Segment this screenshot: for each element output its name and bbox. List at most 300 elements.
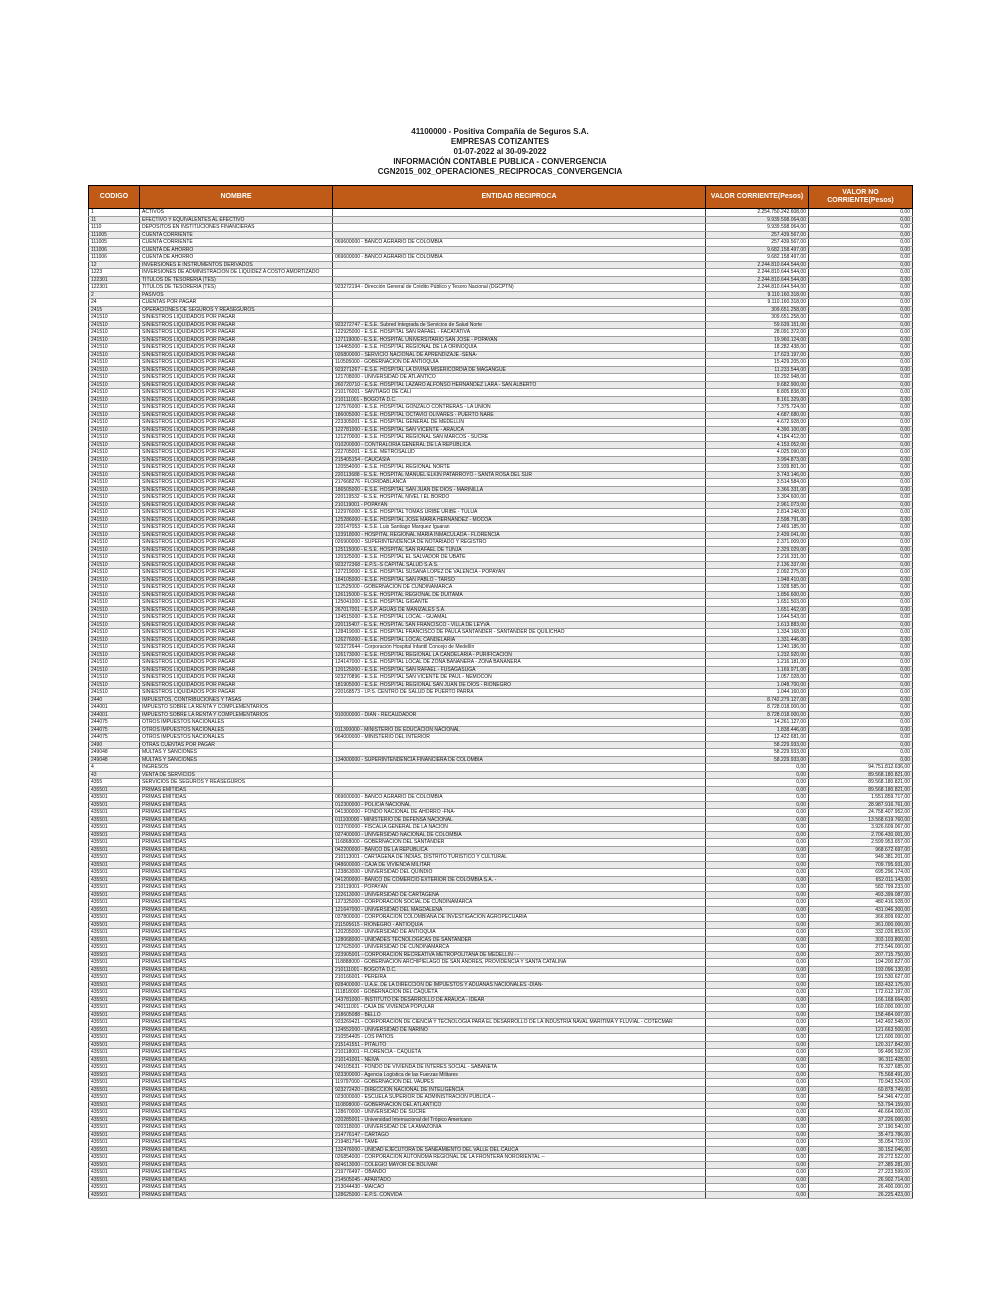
cell-valor-no-corriente: 53.794.159,00 (809, 1101, 913, 1109)
table-row (89, 996, 913, 1004)
cell-valor-corriente: 3.743.146,00 (706, 471, 809, 479)
cell-valor-no-corriente: 0,00 (809, 374, 913, 382)
cell-codigo: 435501 (89, 959, 140, 967)
cell-valor-corriente: 9.110.160.318,00 (706, 299, 809, 307)
cell-valor-no-corriente: 0,00 (809, 749, 913, 757)
cell-valor-corriente: 18.282.438,00 (706, 344, 809, 352)
table-row (89, 419, 913, 427)
cell-codigo: 435501 (89, 1056, 140, 1064)
cell-valor-corriente: 0,00 (706, 764, 809, 772)
cell-nombre: PRIMAS EMITIDAS (140, 801, 333, 809)
cell-entidad-reciproca: 128625000 - E.P.S. CONVIDA (333, 1191, 706, 1199)
table-row (89, 539, 913, 547)
table-row (89, 359, 913, 367)
cell-nombre: SINIESTROS LIQUIDADOS POR PAGAR (140, 539, 333, 547)
cell-valor-no-corriente: 75.568.491,00 (809, 1071, 913, 1079)
cell-nombre: PRIMAS EMITIDAS (140, 831, 333, 839)
cell-entidad-reciproca: 121270000 - E.S.E. HOSPITAL REGIONAL SAN MARCOS - SUCRE (333, 434, 706, 442)
cell-entidad-reciproca: 122613000 - UNIVERSIDAD DE CARTAGENA (333, 891, 706, 899)
cell-valor-corriente: 28.091.372,00 (706, 329, 809, 337)
cell-nombre: PRIMAS EMITIDAS (140, 809, 333, 817)
cell-valor-corriente: 2.136.337,00 (706, 561, 809, 569)
cell-valor-no-corriente: 0,00 (809, 696, 913, 704)
table-row (89, 854, 913, 862)
cell-nombre: INVERSIONES E INSTRUMENTOS DERIVADOS (140, 261, 333, 269)
cell-valor-no-corriente: 0,00 (809, 411, 913, 419)
cell-codigo: 241510 (89, 681, 140, 689)
cell-codigo: 244075 (89, 734, 140, 742)
cell-entidad-reciproca: 260720710 - E.S.E. HOSPITAL LAZARO ALFONSO HERNANDEZ LARA - SAN ALBERTO (333, 381, 706, 389)
cell-valor-corriente: 0,00 (706, 1049, 809, 1057)
cell-valor-no-corriente: 29.272.522,00 (809, 1154, 913, 1162)
cell-valor-no-corriente: 709.795.931,00 (809, 861, 913, 869)
cell-nombre: SINIESTROS LIQUIDADOS POR PAGAR (140, 456, 333, 464)
cell-nombre: OPERACIONES DE SEGUROS Y REASEGUROS (140, 306, 333, 314)
cell-entidad-reciproca: 069600000 - BANCO AGRARIO DE COLOMBIA (333, 254, 706, 262)
table-row (89, 786, 913, 794)
cell-nombre: PRIMAS EMITIDAS (140, 1191, 333, 1199)
cell-valor-no-corriente: 27.223.599,00 (809, 1169, 913, 1177)
cell-nombre: PRIMAS EMITIDAS (140, 1034, 333, 1042)
table-row (89, 869, 913, 877)
table-row (89, 1139, 913, 1147)
table-row (89, 576, 913, 584)
cell-nombre: SINIESTROS LIQUIDADOS POR PAGAR (140, 396, 333, 404)
cell-codigo: 241510 (89, 614, 140, 622)
cell-valor-no-corriente: 0,00 (809, 674, 913, 682)
table-row (89, 644, 913, 652)
cell-nombre: SINIESTROS LIQUIDADOS POR PAGAR (140, 351, 333, 359)
cell-valor-no-corriente: 0,00 (809, 704, 913, 712)
table-row (89, 1116, 913, 1124)
cell-valor-corriente: 0,00 (706, 936, 809, 944)
cell-nombre: SINIESTROS LIQUIDADOS POR PAGAR (140, 479, 333, 487)
cell-valor-no-corriente: 0,00 (809, 516, 913, 524)
cell-valor-no-corriente: 94.751.812.636,00 (809, 764, 913, 772)
cell-entidad-reciproca: 128419000 - E.S.E. HOSPITAL FRANCISCO DE PAULA SANTANDER - SANTANDER DE QUILICHAO (333, 629, 706, 637)
table-row (89, 1109, 913, 1117)
cell-valor-no-corriente: 949.381.201,00 (809, 854, 913, 862)
cell-codigo: 435501 (89, 921, 140, 929)
cell-nombre: PRIMAS EMITIDAS (140, 996, 333, 1004)
cell-codigo: 435501 (89, 1101, 140, 1109)
cell-codigo: 241510 (89, 591, 140, 599)
cell-codigo: 4 (89, 764, 140, 772)
table-row (89, 584, 913, 592)
cell-entidad-reciproca: 215141551 - PITALITO (333, 1041, 706, 1049)
cell-entidad-reciproca: 124147000 - E.S.E. HOSPITAL LOCAL DE ZONA BANANERA - ZONA BANANERA (333, 659, 706, 667)
cell-valor-corriente: 0,00 (706, 1086, 809, 1094)
cell-valor-corriente: 0,00 (706, 1146, 809, 1154)
table-header (89, 186, 913, 209)
cell-valor-no-corriente: 0,00 (809, 524, 913, 532)
table-row (89, 1146, 913, 1154)
table-row (89, 479, 913, 487)
table-row (89, 321, 913, 329)
table-row (89, 831, 913, 839)
cell-valor-no-corriente: 0,00 (809, 734, 913, 742)
cell-entidad-reciproca: 112525000 - GOBERNACIÓN DE CUNDINAMARCA (333, 584, 706, 592)
cell-valor-corriente: 0,00 (706, 1169, 809, 1177)
cell-codigo: 241510 (89, 434, 140, 442)
cell-entidad-reciproca: 042200000 - BANCO DE LA REPÚBLICA (333, 846, 706, 854)
cell-valor-corriente: 0,00 (706, 1131, 809, 1139)
table-row (89, 1049, 913, 1057)
cell-entidad-reciproca: 240111001 - CAJA DE VIVIENDA POPULAR (333, 1004, 706, 1012)
cell-codigo: 12 (89, 261, 140, 269)
cell-valor-no-corriente: 0,00 (809, 741, 913, 749)
cell-entidad-reciproca: 121647000 - UNIVERSIDAD DEL MAGDALENA (333, 906, 706, 914)
table-row (89, 606, 913, 614)
cell-entidad-reciproca: 023300000 - Agencia Logística de las Fuerzas Militares (333, 1071, 706, 1079)
table-row (89, 441, 913, 449)
cell-valor-corriente: 3.514.584,00 (706, 479, 809, 487)
cell-valor-no-corriente: 191.530.627,00 (809, 974, 913, 982)
cell-valor-no-corriente: 24.758.407.952,00 (809, 809, 913, 817)
table-row (89, 734, 913, 742)
cell-codigo: 2440 (89, 696, 140, 704)
cell-valor-corriente: 0,00 (706, 809, 809, 817)
cell-valor-corriente: 0,00 (706, 824, 809, 832)
cell-valor-corriente: 0,00 (706, 1071, 809, 1079)
cell-valor-no-corriente: 193.096.130,00 (809, 966, 913, 974)
cell-codigo: 241510 (89, 689, 140, 697)
cell-nombre: OTROS IMPUESTOS NACIONALES (140, 734, 333, 742)
table-row (89, 396, 913, 404)
cell-nombre: PRIMAS EMITIDAS (140, 1026, 333, 1034)
cell-entidad-reciproca: 220168573 - I.P.S. CENTRO DE SALUD DE PUERTO PARRA (333, 689, 706, 697)
cell-nombre: PRIMAS EMITIDAS (140, 1011, 333, 1019)
cell-codigo: 241510 (89, 404, 140, 412)
cell-nombre: SINIESTROS LIQUIDADOS POR PAGAR (140, 576, 333, 584)
cell-entidad-reciproca: 123918000 - HOSPITAL REGIONAL MARÍA INMACULADA - FLORENCIA (333, 531, 706, 539)
table-row (89, 764, 913, 772)
cell-valor-no-corriente: 89.568.180.821,00 (809, 771, 913, 779)
cell-nombre: PRIMAS EMITIDAS (140, 1101, 333, 1109)
cell-valor-corriente: 0,00 (706, 1041, 809, 1049)
cell-entidad-reciproca: 214776147 - CARTAGO (333, 1131, 706, 1139)
cell-entidad-reciproca: 132476000 - UNIDAD EJECUTORA DE SANEAMIENTO DEL VALLE DEL CAUCA (333, 1146, 706, 1154)
cell-valor-no-corriente: 0,00 (809, 359, 913, 367)
table-row (89, 254, 913, 262)
cell-valor-corriente: 19.960.124,00 (706, 336, 809, 344)
cell-valor-corriente: 8.728.018.000,00 (706, 711, 809, 719)
cell-valor-corriente: 1.232.920,00 (706, 651, 809, 659)
cell-valor-corriente: 0,00 (706, 846, 809, 854)
cell-valor-corriente: 2.961.073,00 (706, 501, 809, 509)
cell-nombre: SINIESTROS LIQUIDADOS POR PAGAR (140, 591, 333, 599)
cell-valor-corriente: 0,00 (706, 1161, 809, 1169)
cell-codigo: 244001 (89, 704, 140, 712)
cell-valor-no-corriente: 0,00 (809, 681, 913, 689)
cell-nombre: SINIESTROS LIQUIDADOS POR PAGAR (140, 314, 333, 322)
cell-entidad-reciproca: 219481794 - TAME (333, 1139, 706, 1147)
cell-valor-no-corriente: 37.226.000,00 (809, 1116, 913, 1124)
cell-nombre: SINIESTROS LIQUIDADOS POR PAGAR (140, 546, 333, 554)
cell-valor-corriente: 0,00 (706, 966, 809, 974)
cell-codigo: 435501 (89, 884, 140, 892)
cell-valor-corriente: 1.048.700,00 (706, 681, 809, 689)
cell-valor-no-corriente: 70.943.524,00 (809, 1079, 913, 1087)
cell-codigo: 435501 (89, 1139, 140, 1147)
cell-nombre: SINIESTROS LIQUIDADOS POR PAGAR (140, 531, 333, 539)
cell-valor-corriente: 0,00 (706, 1056, 809, 1064)
cell-codigo: 435501 (89, 1019, 140, 1027)
table-row (89, 921, 913, 929)
cell-valor-corriente: 0,00 (706, 801, 809, 809)
cell-valor-corriente: 0,00 (706, 816, 809, 824)
cell-valor-corriente: 2.244.810.644.544,00 (706, 276, 809, 284)
cell-codigo: 241510 (89, 666, 140, 674)
table-row (89, 216, 913, 224)
cell-codigo: 435501 (89, 1146, 140, 1154)
cell-valor-no-corriente: 142.492.548,00 (809, 1019, 913, 1027)
cell-nombre: PRIMAS EMITIDAS (140, 1086, 333, 1094)
cell-valor-no-corriente: 0,00 (809, 471, 913, 479)
cell-entidad-reciproca (333, 291, 706, 299)
table-row (89, 696, 913, 704)
cell-valor-no-corriente: 96.311.428,00 (809, 1056, 913, 1064)
cell-nombre: IMPUESTO SOBRE LA RENTA Y COMPLEMENTARIOS (140, 711, 333, 719)
cell-nombre: PRIMAS EMITIDAS (140, 1116, 333, 1124)
cell-codigo: 435501 (89, 1124, 140, 1132)
cell-codigo: 241510 (89, 674, 140, 682)
cell-codigo: 241510 (89, 644, 140, 652)
cell-entidad-reciproca: 218605088 - BELLO (333, 1011, 706, 1019)
cell-valor-no-corriente: 0,00 (809, 246, 913, 254)
table-row (89, 884, 913, 892)
cell-nombre: SINIESTROS LIQUIDADOS POR PAGAR (140, 651, 333, 659)
cell-nombre: SINIESTROS LIQUIDADOS POR PAGAR (140, 344, 333, 352)
cell-valor-corriente: 2.329.029,00 (706, 546, 809, 554)
cell-entidad-reciproca: 023000000 - ESCUELA SUPERIOR DE ADMINISTRACIÓN PUBLICA -- (333, 1094, 706, 1102)
cell-nombre: PRIMAS EMITIDAS (140, 854, 333, 862)
table-row (89, 719, 913, 727)
cell-valor-no-corriente: 0,00 (809, 659, 913, 667)
table-row (89, 344, 913, 352)
cell-valor-no-corriente: 0,00 (809, 479, 913, 487)
cell-nombre: MULTAS Y SANCIONES (140, 756, 333, 764)
table-row (89, 1101, 913, 1109)
cell-valor-corriente: 4.184.412,00 (706, 434, 809, 442)
cell-valor-corriente: 2.598.791,00 (706, 516, 809, 524)
table-row (89, 749, 913, 757)
cell-valor-corriente: 9.682.158.497,00 (706, 254, 809, 262)
table-row (89, 704, 913, 712)
cell-codigo: 241510 (89, 539, 140, 547)
cell-valor-no-corriente: 582.799.233,00 (809, 884, 913, 892)
table-row (89, 306, 913, 314)
cell-nombre: PRIMAS EMITIDAS (140, 1094, 333, 1102)
cell-codigo: 435501 (89, 951, 140, 959)
cell-nombre: PRIMAS EMITIDAS (140, 1064, 333, 1072)
report-form-code: CGN2015_002_OPERACIONES_RECIPROCAS_CONVERGENCIA (377, 167, 623, 176)
cell-valor-no-corriente: 121.663.500,00 (809, 1026, 913, 1034)
cell-nombre: PRIMAS EMITIDAS (140, 1109, 333, 1117)
cell-valor-corriente: 0,00 (706, 869, 809, 877)
cell-nombre: PRIMAS EMITIDAS (140, 1049, 333, 1057)
cell-valor-no-corriente: 0,00 (809, 464, 913, 472)
cell-codigo: 111005 (89, 239, 140, 247)
cell-codigo: 435501 (89, 914, 140, 922)
cell-entidad-reciproca: 964000000 - MINISTERIO DEL INTERIOR (333, 734, 706, 742)
cell-nombre: SINIESTROS LIQUIDADOS POR PAGAR (140, 374, 333, 382)
cell-codigo: 1110 (89, 224, 140, 232)
cell-codigo: 435501 (89, 906, 140, 914)
cell-nombre: SINIESTROS LIQUIDADOS POR PAGAR (140, 554, 333, 562)
cell-nombre: SINIESTROS LIQUIDADOS POR PAGAR (140, 674, 333, 682)
table-row (89, 846, 913, 854)
cell-entidad-reciproca (333, 314, 706, 322)
cell-valor-corriente: 1.948.410,00 (706, 576, 809, 584)
table-row (89, 1071, 913, 1079)
cell-nombre: PRIMAS EMITIDAS (140, 966, 333, 974)
cell-nombre: CUENTA DE AHORRO (140, 246, 333, 254)
cell-entidad-reciproca: 222705001 - E.S.E. METROSALUD (333, 449, 706, 457)
cell-codigo: 435501 (89, 786, 140, 794)
cell-valor-corriente: 4.025.090,00 (706, 449, 809, 457)
cell-valor-corriente: 309.651.258,00 (706, 314, 809, 322)
cell-valor-no-corriente: 273.546.000,00 (809, 944, 913, 952)
table-row (89, 794, 913, 802)
cell-codigo: 435501 (89, 1094, 140, 1102)
cell-entidad-reciproca: 026900000 - SUPERINTENDENCIA DE NOTARIADO Y REGISTRO (333, 539, 706, 547)
cell-codigo: 244075 (89, 719, 140, 727)
cell-entidad-reciproca: 186005000 - E.S.E. HOSPITAL OCTAVIO OLIVARES - PUERTO NARE (333, 411, 706, 419)
cell-valor-corriente: 1.651.462,00 (706, 606, 809, 614)
cell-valor-corriente: 0,00 (706, 1116, 809, 1124)
cell-nombre: SINIESTROS LIQUIDADOS POR PAGAR (140, 501, 333, 509)
cell-valor-corriente: 0,00 (706, 831, 809, 839)
cell-valor-corriente: 15.429.205,00 (706, 359, 809, 367)
cell-codigo: 241510 (89, 516, 140, 524)
cell-codigo: 241510 (89, 554, 140, 562)
cell-valor-corriente: 17.623.197,00 (706, 351, 809, 359)
cell-codigo: 241510 (89, 464, 140, 472)
cell-codigo: 241510 (89, 629, 140, 637)
cell-entidad-reciproca (333, 771, 706, 779)
cell-codigo: 1223 (89, 269, 140, 277)
cell-codigo: 1 (89, 209, 140, 217)
cell-codigo: 241510 (89, 381, 140, 389)
cell-valor-corriente: 1.240.186,00 (706, 644, 809, 652)
cell-nombre: SINIESTROS LIQUIDADOS POR PAGAR (140, 599, 333, 607)
cell-entidad-reciproca: 026854000 - CORPORACIÓN AUTONOMA REGIONAL DE LA FRONTERA NORORIENTAL -- (333, 1154, 706, 1162)
cell-valor-corriente: 58.229.933,00 (706, 756, 809, 764)
cell-codigo: 249048 (89, 756, 140, 764)
cell-valor-corriente: 0,00 (706, 891, 809, 899)
cell-nombre: PRIMAS EMITIDAS (140, 936, 333, 944)
cell-nombre: PRIMAS EMITIDAS (140, 1184, 333, 1192)
cell-valor-corriente: 0,00 (706, 1064, 809, 1072)
table-row (89, 944, 913, 952)
cell-entidad-reciproca: 120554000 - E.S.E. HOSPITAL REGIONAL NORTE (333, 464, 706, 472)
cell-codigo: 241510 (89, 419, 140, 427)
cell-valor-no-corriente: 431.046.300,00 (809, 906, 913, 914)
cell-nombre: CUENTA CORRIENTE (140, 231, 333, 239)
cell-valor-no-corriente: 0,00 (809, 329, 913, 337)
cell-entidad-reciproca: 828400000 - U.A.E. DE LA DIRECCION DE IMPUESTOS Y ADUANAS NACIONALES -DIAN- (333, 981, 706, 989)
cell-entidad-reciproca: 069600000 - BANCO AGRARIO DE COLOMBIA (333, 239, 706, 247)
cell-codigo: 435501 (89, 1034, 140, 1042)
cell-entidad-reciproca: 027400000 - UNIVERSIDAD NACIONAL DE COLOMBIA (333, 831, 706, 839)
cell-codigo: 241510 (89, 351, 140, 359)
table-row (89, 329, 913, 337)
cell-valor-no-corriente: 13.568.619.760,00 (809, 816, 913, 824)
cell-nombre: VENTA DE SERVICIOS (140, 771, 333, 779)
cell-valor-corriente: 2.244.810.644.544,00 (706, 284, 809, 292)
cell-nombre: SINIESTROS LIQUIDADOS POR PAGAR (140, 449, 333, 457)
table-row (89, 1034, 913, 1042)
cell-valor-no-corriente: 0,00 (809, 651, 913, 659)
cell-valor-no-corriente: 0,00 (809, 231, 913, 239)
cell-codigo: 435501 (89, 929, 140, 937)
cell-valor-no-corriente: 30.152.046,00 (809, 1146, 913, 1154)
cell-valor-no-corriente: 0,00 (809, 719, 913, 727)
cell-entidad-reciproca: 215405154 - CAUCASIA (333, 456, 706, 464)
cell-entidad-reciproca: 210141001 - NEIVA (333, 1056, 706, 1064)
cell-nombre: PRIMAS EMITIDAS (140, 951, 333, 959)
cell-codigo: 435501 (89, 1131, 140, 1139)
cell-valor-no-corriente: 2.599.953.657,00 (809, 839, 913, 847)
cell-entidad-reciproca: 037800000 - CORPORACIÓN COLOMBIANA DE INVESTIGACIÓN AGROPECUARIA (333, 914, 706, 922)
cell-valor-corriente: 8.728.018.000,00 (706, 704, 809, 712)
cell-valor-corriente: 0,00 (706, 1109, 809, 1117)
cell-valor-corriente: 0,00 (706, 1079, 809, 1087)
table-row (89, 494, 913, 502)
cell-entidad-reciproca: 013700000 - FISCALIA GENERAL DE LA NACION (333, 824, 706, 832)
cell-valor-corriente: 9.939.598.064,00 (706, 224, 809, 232)
cell-codigo: 241510 (89, 576, 140, 584)
cell-codigo: 241510 (89, 651, 140, 659)
table-row (89, 1079, 913, 1087)
cell-entidad-reciproca: 210119001 - POPAYÁN (333, 884, 706, 892)
cell-nombre: PRIMAS EMITIDAS (140, 921, 333, 929)
cell-valor-no-corriente: 160.000.000,00 (809, 1004, 913, 1012)
cell-codigo: 241510 (89, 486, 140, 494)
reciprocal-operations-table (88, 185, 913, 1199)
table-row (89, 1011, 913, 1019)
cell-nombre: OTROS IMPUESTOS NACIONALES (140, 719, 333, 727)
cell-valor-no-corriente: 76.327.685,00 (809, 1064, 913, 1072)
cell-nombre: PRIMAS EMITIDAS (140, 1056, 333, 1064)
cell-nombre: PRIMAS EMITIDAS (140, 839, 333, 847)
cell-valor-corriente: 1.216.181,00 (706, 659, 809, 667)
cell-valor-corriente: 0,00 (706, 981, 809, 989)
cell-nombre: SINIESTROS LIQUIDADOS POR PAGAR (140, 441, 333, 449)
cell-nombre: SINIESTROS LIQUIDADOS POR PAGAR (140, 509, 333, 517)
col-header-valor-corriente: VALOR CORRIENTE(Pesos) (706, 186, 809, 209)
cell-valor-corriente: 0,00 (706, 1019, 809, 1027)
cell-valor-corriente: 7.375.724,00 (706, 404, 809, 412)
cell-valor-no-corriente: 0,00 (809, 456, 913, 464)
cell-nombre: PRIMAS EMITIDAS (140, 1139, 333, 1147)
table-row (89, 284, 913, 292)
cell-nombre: DEPÓSITOS EN INSTITUCIONES FINANCIERAS (140, 224, 333, 232)
table-row (89, 689, 913, 697)
cell-valor-corriente: 2.371.009,00 (706, 539, 809, 547)
cell-entidad-reciproca: 240105631 - FONDO DE VIVIENDA DE INTERÉS SOCIAL - SABANETA (333, 1064, 706, 1072)
cell-codigo: 435501 (89, 1169, 140, 1177)
cell-nombre: SINIESTROS LIQUIDADOS POR PAGAR (140, 464, 333, 472)
cell-entidad-reciproca: 220113688 - E.S.E. HOSPITAL MANUEL ELKIN PATARROYO - SANTA ROSA DEL SUR (333, 471, 706, 479)
cell-nombre: SINIESTROS LIQUIDADOS POR PAGAR (140, 329, 333, 337)
cell-entidad-reciproca: 127325000 - CORPORACIÓN SOCIAL DE CUNDINAMARCA (333, 899, 706, 907)
cell-codigo: 241510 (89, 389, 140, 397)
cell-codigo: 241510 (89, 336, 140, 344)
cell-entidad-reciproca: 011300000 - MINISTERIO DE EDUCACION NACIONAL (333, 726, 706, 734)
cell-entidad-reciproca: 120205000 - UNIVERSIDAD DE ANTIOQUIA (333, 929, 706, 937)
